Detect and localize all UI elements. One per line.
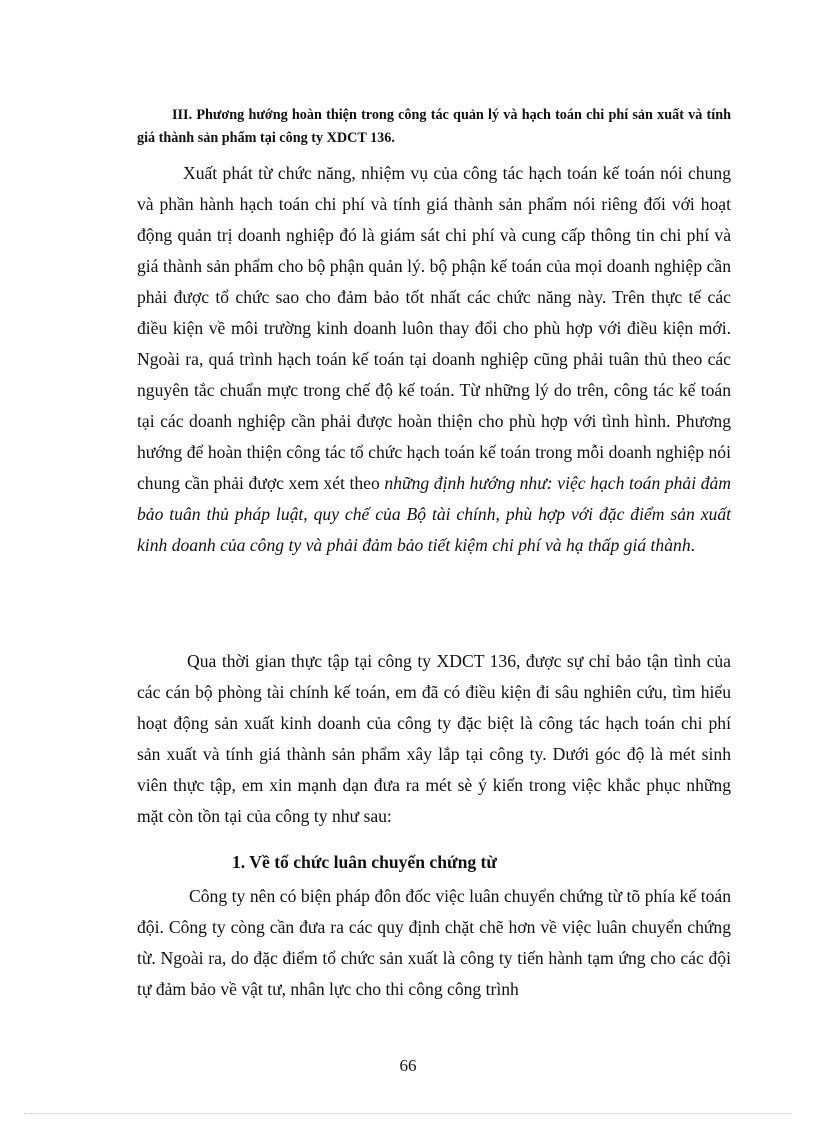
paragraph-3: Công ty nên có biện pháp đôn đốc việc luân chuyển chứng từ tõ phía kế toán đội. Công ty còng cần đưa ra các quy định chặt chẽ hơn về việc luân chuyển chứng từ. Ngoài ra, do đặc điểm tổ chức sản xuất là công ty tiến hành tạm ứng cho các đội tự đảm bảo về vật tư, nhân lực cho thi công công trình bbox=[137, 886, 731, 999]
paragraph-1-lead: Xuất phát từ chức năng, nhiệm vụ của công tác hạch toán kế toán nói chung và phần hành hạch toán chi phí và tính giá thành sản phẩm nói riêng đối với hoạt động quản trị doanh nghiệp đó là giám sát chi phí và cung cấp thông tin chi phí và giá thành sản phẩm cho bộ phận quản lý. bộ phận kế toán của mọi doanh nghiệp cần phải được tổ chức sao cho đảm bảo tốt nhất các chức năng này. Trên thực tế các điều kiện về môi trường kinh doanh luôn thay đổi cho phù hợp với điều kiện mới. Ngoài ra, quá trình hạch toán kế toán tại doanh nghiệp cũng phải tuân thủ theo các nguyên tắc chuẩn mực trong chế độ kế toán. Từ những lý do trên, công tác kế toán tại các doanh nghiệp cần phải được hoàn thiện cho phù hợp với tình hình. Phương hướng để hoàn thiện công tác tổ chức hạch toán kế toán trong mỗi doanh nghiệp nói chung cần phải được xem xét theo bbox=[137, 163, 731, 493]
chapter-heading: III. Phương hướng hoàn thiện trong công tác quản lý và hạch toán chi phí sản xuất và tính giá thành sản phẩm tại công ty XDCT 136. bbox=[137, 107, 731, 146]
page-number: 66 bbox=[399, 1056, 417, 1075]
paragraph-1 bbox=[137, 158, 731, 561]
paragraph-1-italic: những định hướng như: việc hạch toán phải đảm bảo tuân thủ pháp luật, quy chế của Bộ tài chính, phù hợp với đặc điểm sản xuất kinh doanh của công ty và phải đảm bảo tiết kiệm chi phí và hạ thấp giá thành bbox=[137, 473, 732, 555]
footer-rule bbox=[24, 1113, 792, 1114]
section-heading: 1. Về tổ chức luân chuyển chứng từ bbox=[232, 852, 497, 872]
paragraph-2: Qua thời gian thực tập tại công ty XDCT 136, được sự chỉ bảo tận tình của các cán bộ phòng tài chính kế toán, em đã có điều kiện đi sâu nghiên cứu, tìm hiểu hoạt động sản xuất kinh doanh của công ty đặc biệt là công tác hạch toán chi phí sản xuất và tính giá thành sản phẩm xây lắp tại công ty. Dưới góc độ là mét sinh viên thực tập, em xin mạnh dạn đưa ra mét sè ý kiến trong việc khắc phục những mặt còn tồn tại của công ty như sau: bbox=[137, 651, 731, 826]
paragraph-1-tail: . bbox=[690, 535, 696, 555]
